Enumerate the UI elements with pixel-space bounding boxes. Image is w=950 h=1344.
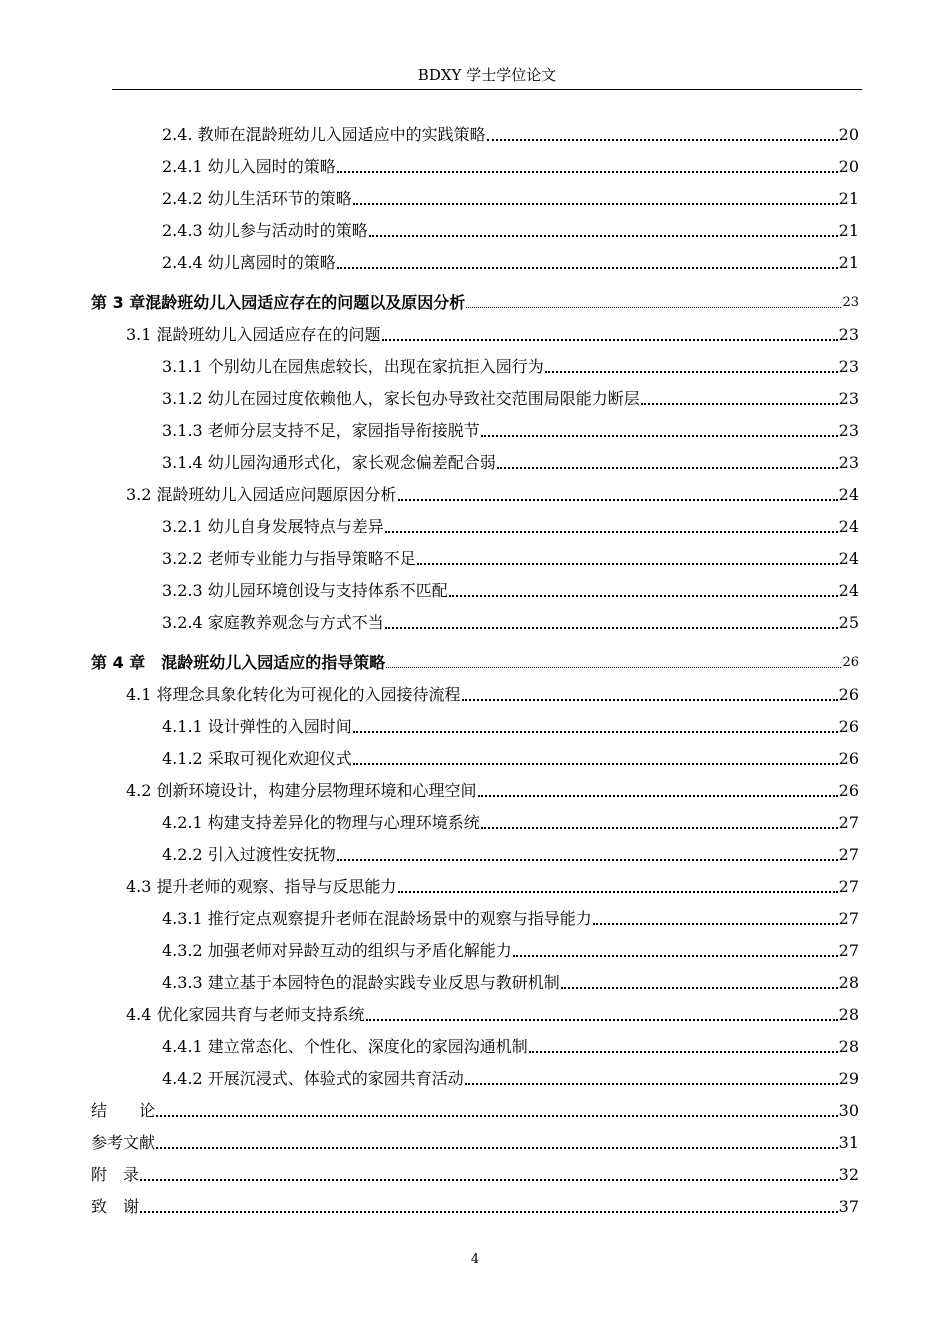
toc-entry-page: 24 [838,485,859,504]
toc-leader [481,827,838,829]
toc-entry-title: 3.1 混龄班幼儿入园适应存在的问题 [126,325,381,344]
toc-entry-title: 4.4.2 开展沉浸式、体验式的家园共育活动 [162,1069,464,1088]
toc-entry[interactable] [162,742,859,770]
toc-entry-title: 2.4.2 幼儿生活环节的策略 [162,189,352,208]
toc-entry-title: 4.2 创新环境设计，构建分层物理环境和心理空间 [126,781,477,800]
toc-entry[interactable] [162,966,859,994]
toc-entry-page: 27 [838,845,859,864]
toc-entry[interactable] [126,678,859,706]
toc-entry[interactable] [162,606,859,634]
toc-entry[interactable] [126,478,859,506]
toc-entry-page: 24 [838,581,859,600]
toc-entry-page: 32 [838,1165,859,1184]
toc-entry-page: 20 [838,157,859,176]
toc-leader [369,235,838,237]
running-header: BDXY 学士学位论文 [417,66,557,84]
toc-entry-title: 4.3.3 建立基于本园特色的混龄实践专业反思与教研机制 [162,973,560,992]
toc-entry[interactable] [162,806,859,834]
toc-leader [466,307,841,308]
toc-entry-title: 附 录 [91,1165,140,1184]
toc-leader [529,1051,838,1053]
toc-entry[interactable] [162,934,859,962]
toc-entry-page: 21 [838,221,859,240]
toc-leader [513,955,838,957]
toc-entry-page: 20 [838,125,859,144]
toc-leader [561,987,838,989]
toc-entry-page: 23 [838,325,859,344]
toc-entry-title: 第 3 章混龄班幼儿入园适应存在的问题以及原因分析 [91,293,466,312]
toc-leader [398,499,838,501]
toc-leader [337,171,838,173]
toc-entry-conclusion[interactable] [91,1094,859,1122]
toc-entry[interactable] [162,902,859,930]
toc-entry-title: 3.2.4 家庭教养观念与方式不当 [162,613,384,632]
toc-entry[interactable] [162,542,859,570]
toc-entry-page: 23 [842,295,859,310]
toc-entry-page: 27 [838,941,859,960]
toc-entry-title: 3.1.4 幼儿园沟通形式化，家长观念偏差配合弱 [162,453,496,472]
toc-leader [478,795,838,797]
toc-entry-page: 24 [838,517,859,536]
toc-entry-page: 30 [838,1101,859,1120]
toc-entry-page: 21 [838,189,859,208]
toc-entry-title: 4.1.2 采取可视化欢迎仪式 [162,749,352,768]
toc-entry-page: 23 [838,357,859,376]
page-number: 4 [470,1252,480,1267]
toc-chapter-entry[interactable] [91,286,859,314]
toc-entry-page: 27 [838,877,859,896]
toc-entry[interactable] [162,150,859,178]
toc-entry-page: 25 [838,613,859,632]
toc-entry-page: 29 [838,1069,859,1088]
toc-entry-page: 28 [838,1037,859,1056]
toc-leader [353,763,838,765]
toc-entry-page: 37 [838,1197,859,1216]
toc-leader [386,667,841,668]
toc-entry[interactable] [162,510,859,538]
toc-entry[interactable] [162,574,859,602]
toc-entry-page: 26 [838,749,859,768]
toc-chapter-entry[interactable] [91,646,859,674]
toc-entry-page: 21 [838,253,859,272]
toc-entry[interactable] [162,246,859,274]
toc-entry-page: 23 [838,389,859,408]
toc-entry[interactable] [162,838,859,866]
toc-entry-references[interactable] [91,1126,859,1154]
toc-entry-page: 28 [838,1005,859,1024]
toc-entry-appendix[interactable] [91,1158,859,1186]
toc-entry[interactable] [162,446,859,474]
toc-entry-page: 24 [838,549,859,568]
toc-entry-title: 4.3 提升老师的观察、指导与反思能力 [126,877,397,896]
toc-entry-page: 26 [838,717,859,736]
toc-entry-title: 3.2 混龄班幼儿入园适应问题原因分析 [126,485,397,504]
toc-entry-page: 28 [838,973,859,992]
toc-entry-title: 3.1.2 幼儿在园过度依赖他人，家长包办导致社交范围局限能力断层 [162,389,640,408]
toc-entry-title: 4.2.1 构建支持差异化的物理与心理环境系统 [162,813,480,832]
toc-entry-title: 4.1 将理念具象化转化为可视化的入园接待流程 [126,685,461,704]
toc-entry-title: 4.1.1 设计弹性的入园时间 [162,717,352,736]
toc-entry-title: 4.4 优化家园共育与老师支持系统 [126,1005,365,1024]
toc-entry-page: 26 [838,685,859,704]
toc-entry-title: 4.3.1 推行定点观察提升老师在混龄场景中的观察与指导能力 [162,909,592,928]
toc-leader [465,1083,838,1085]
toc-entry[interactable] [162,382,859,410]
toc-entry-title: 4.3.2 加强老师对异龄互动的组织与矛盾化解能力 [162,941,512,960]
toc-leader [462,699,838,701]
toc-entry-acknowledgements[interactable] [91,1190,859,1218]
toc-entry-title: 4.2.2 引入过渡性安抚物 [162,845,336,864]
toc-entry[interactable] [126,870,859,898]
toc-entry-title: 2.4.1 幼儿入园时的策略 [162,157,336,176]
toc-leader [497,467,838,469]
toc-entry-title: 结 论 [91,1101,156,1120]
toc-leader [140,1211,838,1213]
toc-leader [545,371,838,373]
toc-entry[interactable] [162,214,859,242]
toc-leader [353,731,838,733]
toc-entry-title: 3.2.1 幼儿自身发展特点与差异 [162,517,384,536]
toc-leader [398,891,838,893]
toc-leader [366,1019,838,1021]
toc-entry[interactable] [162,710,859,738]
toc-leader [449,595,838,597]
toc-entry-title: 4.4.1 建立常态化、个性化、深度化的家园沟通机制 [162,1037,528,1056]
toc-leader [487,139,838,141]
toc-leader [417,563,838,565]
toc-entry-title: 2.4. 教师在混龄班幼儿入园适应中的实践策略 [162,125,486,144]
toc-entry-page: 26 [838,781,859,800]
toc-entry-page: 27 [838,909,859,928]
toc-entry-title: 3.1.1 个别幼儿在园焦虑较长，出现在家抗拒入园行为 [162,357,544,376]
toc-entry-page: 31 [838,1133,859,1152]
toc-entry[interactable] [162,1062,859,1090]
toc-entry[interactable] [162,1030,859,1058]
toc-entry-page: 23 [838,421,859,440]
toc-entry[interactable] [126,774,859,802]
toc-entry-title: 3.2.3 幼儿园环境创设与支持体系不匹配 [162,581,448,600]
toc-leader [337,267,838,269]
toc-entry-page: 27 [838,813,859,832]
toc-entry-title: 致 谢 [91,1197,140,1216]
toc-entry-page: 26 [842,655,859,670]
toc-entry-title: 参考文献 [91,1133,156,1152]
toc-entry[interactable] [162,350,859,378]
toc-leader [353,203,838,205]
toc-leader [382,339,838,341]
toc-entry[interactable] [126,318,859,346]
toc-entry-title: 2.4.4 幼儿离园时的策略 [162,253,336,272]
toc-entry[interactable] [126,998,859,1026]
toc-leader [641,403,838,405]
toc-leader [385,627,838,629]
toc-entry[interactable] [162,182,859,210]
toc-leader [140,1179,838,1181]
toc-entry-title: 3.1.3 老师分层支持不足，家园指导衔接脱节 [162,421,480,440]
toc-entry[interactable] [162,414,859,442]
toc-leader [337,859,838,861]
toc-leader [593,923,838,925]
toc-entry-page: 23 [838,453,859,472]
toc-leader [156,1115,838,1117]
toc-leader [385,531,838,533]
toc-entry-title: 2.4.3 幼儿参与活动时的策略 [162,221,368,240]
toc-leader [156,1147,838,1149]
toc-leader [481,435,838,437]
toc-entry-title: 3.2.2 老师专业能力与指导策略不足 [162,549,416,568]
toc-entry[interactable] [162,118,859,146]
toc-entry-title: 第 4 章 混龄班幼儿入园适应的指导策略 [91,653,386,672]
